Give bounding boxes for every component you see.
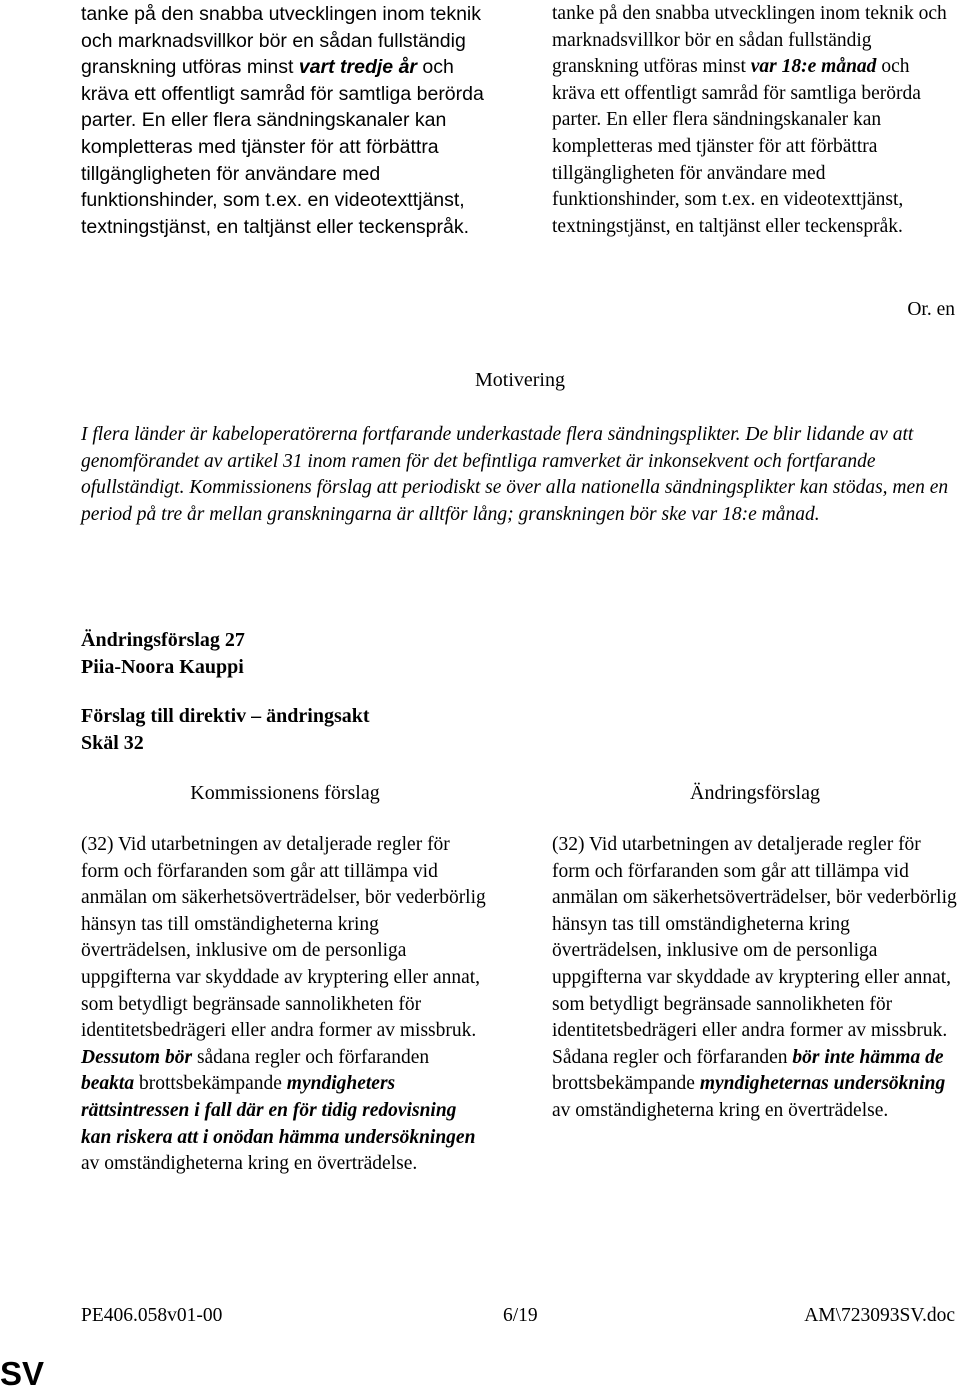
text-run: sådana regler och förfaranden	[192, 1046, 430, 1068]
motivering-text: I flera länder är kabeloperatörerna fortfarande underkastade flera sändningsplikter. De blir lidande av att genomförandet av artikel 31 inom ramen för det befintliga ramverket är inkonsekvent och fortfarande ofullständigt. Kommissionens förslag att periodiskt se över alla nationella sändningsplikter kan stödas, men en period på tre år mellan granskningarna är alltför lång; granskningen bör ske var 18:e månad.	[81, 424, 949, 525]
emphasized-run: myndigheters rättsintressen i fall där en för tidig redovisning kan riskera att i onödan hämma undersökningen	[81, 1073, 476, 1148]
emphasized-run: myndigheternas undersökning	[699, 1073, 946, 1095]
bottom-left-paragraph	[81, 832, 486, 1178]
amendment-header	[81, 627, 245, 680]
top-right-text	[552, 1, 957, 240]
footer-file-name: AM\723093SV.doc	[804, 1305, 955, 1326]
emphasized-run: bör inte hämma de	[792, 1046, 944, 1068]
amendment-text	[552, 832, 957, 1125]
commission-text	[81, 832, 486, 1178]
text-run: av omständigheterna kring en överträdelse.	[552, 1099, 889, 1121]
emphasized-run: beakta	[81, 1073, 135, 1095]
bottom-right-paragraph	[552, 832, 957, 1125]
amendment-number: Ändringsförslag 27	[81, 629, 245, 651]
footer-doc-ref: PE406.058v01-00	[81, 1305, 223, 1326]
text-run: tanke på den snabba utvecklingen inom teknik och marknadsvillkor bör en sådan fullständig granskning utföras minst	[552, 3, 947, 78]
amendment-proposal: Förslag till direktiv – ändringsakt	[81, 705, 370, 727]
language-code: SV	[0, 1355, 45, 1392]
text-run: tanke på den snabba utvecklingen inom teknik och marknadsvillkor bör en sådan fullständig granskning utföras minst	[81, 3, 482, 79]
text-run: (32) Vid utarbetningen av detaljerade regler för form och förfaranden som går att tillämpa vid anmälan om säkerhetsöverträdelser, bör vederbörlig hänsyn tas till omständigheterna kring överträdelsen, inklusive om de personliga uppgifterna var skyddade av kryptering eller annat, som betydligt begränsade sannolikheten för identitetsbedrägeri eller andra former av missbruk.	[81, 834, 486, 1042]
text-run: av omständigheterna kring en överträdelse.	[81, 1153, 418, 1175]
text-run: brottsbekämpande	[552, 1073, 700, 1095]
original-language-note: Or. en	[907, 299, 955, 320]
text-run: och kräva ett offentligt samråd för samtliga berörda parter. En eller flera sändningskanaler kan kompletteras med tjänster för att förbättra tillgängligheten för användare med funktionshinder, som t.ex. en videotexttjänst, textningstjänst, en taltjänst eller teckenspråk.	[552, 56, 921, 237]
text-run: (32) Vid utarbetningen av detaljerade regler för form och förfaranden som går att tillämpa vid anmälan om säkerhetsöverträdelser, bör vederbörlig hänsyn tas till omständigheterna kring överträdelsen, inklusive om de personliga uppgifterna var skyddade av kryptering eller annat, som betydligt begränsade sannolikheten för identitetsbedrägeri eller andra former av missbruk. Sådana regler och förfaranden	[552, 834, 957, 1068]
footer-page-number: 6/19	[503, 1305, 538, 1326]
amendment-column-heading: Ändringsförslag	[690, 782, 820, 804]
top-right-paragraph	[552, 1, 957, 240]
commission-proposal-heading: Kommissionens förslag	[190, 782, 380, 804]
emphasized-run: vart tredje år	[298, 56, 418, 79]
text-run: brottsbekämpande	[134, 1073, 287, 1095]
text-run: och kräva ett offentligt samråd för samtliga berörda parter. En eller flera sändningskanaler kan kompletteras med tjänster för att förbättra tillgängligheten för användare med funktionshinder, som t.ex. en videotexttjänst, textningstjänst, en taltjänst eller teckenspråk.	[81, 56, 484, 238]
top-left-text	[81, 1, 486, 240]
amendment-recital: Skäl 32	[81, 731, 144, 754]
top-left-paragraph	[81, 1, 486, 240]
emphasized-run: var 18:e månad	[750, 56, 877, 78]
motivering-heading: Motivering	[475, 369, 565, 391]
amendment-author: Piia-Noora Kauppi	[81, 655, 244, 678]
emphasized-run: Dessutom bör	[81, 1046, 193, 1068]
amendment-reference	[81, 703, 370, 756]
